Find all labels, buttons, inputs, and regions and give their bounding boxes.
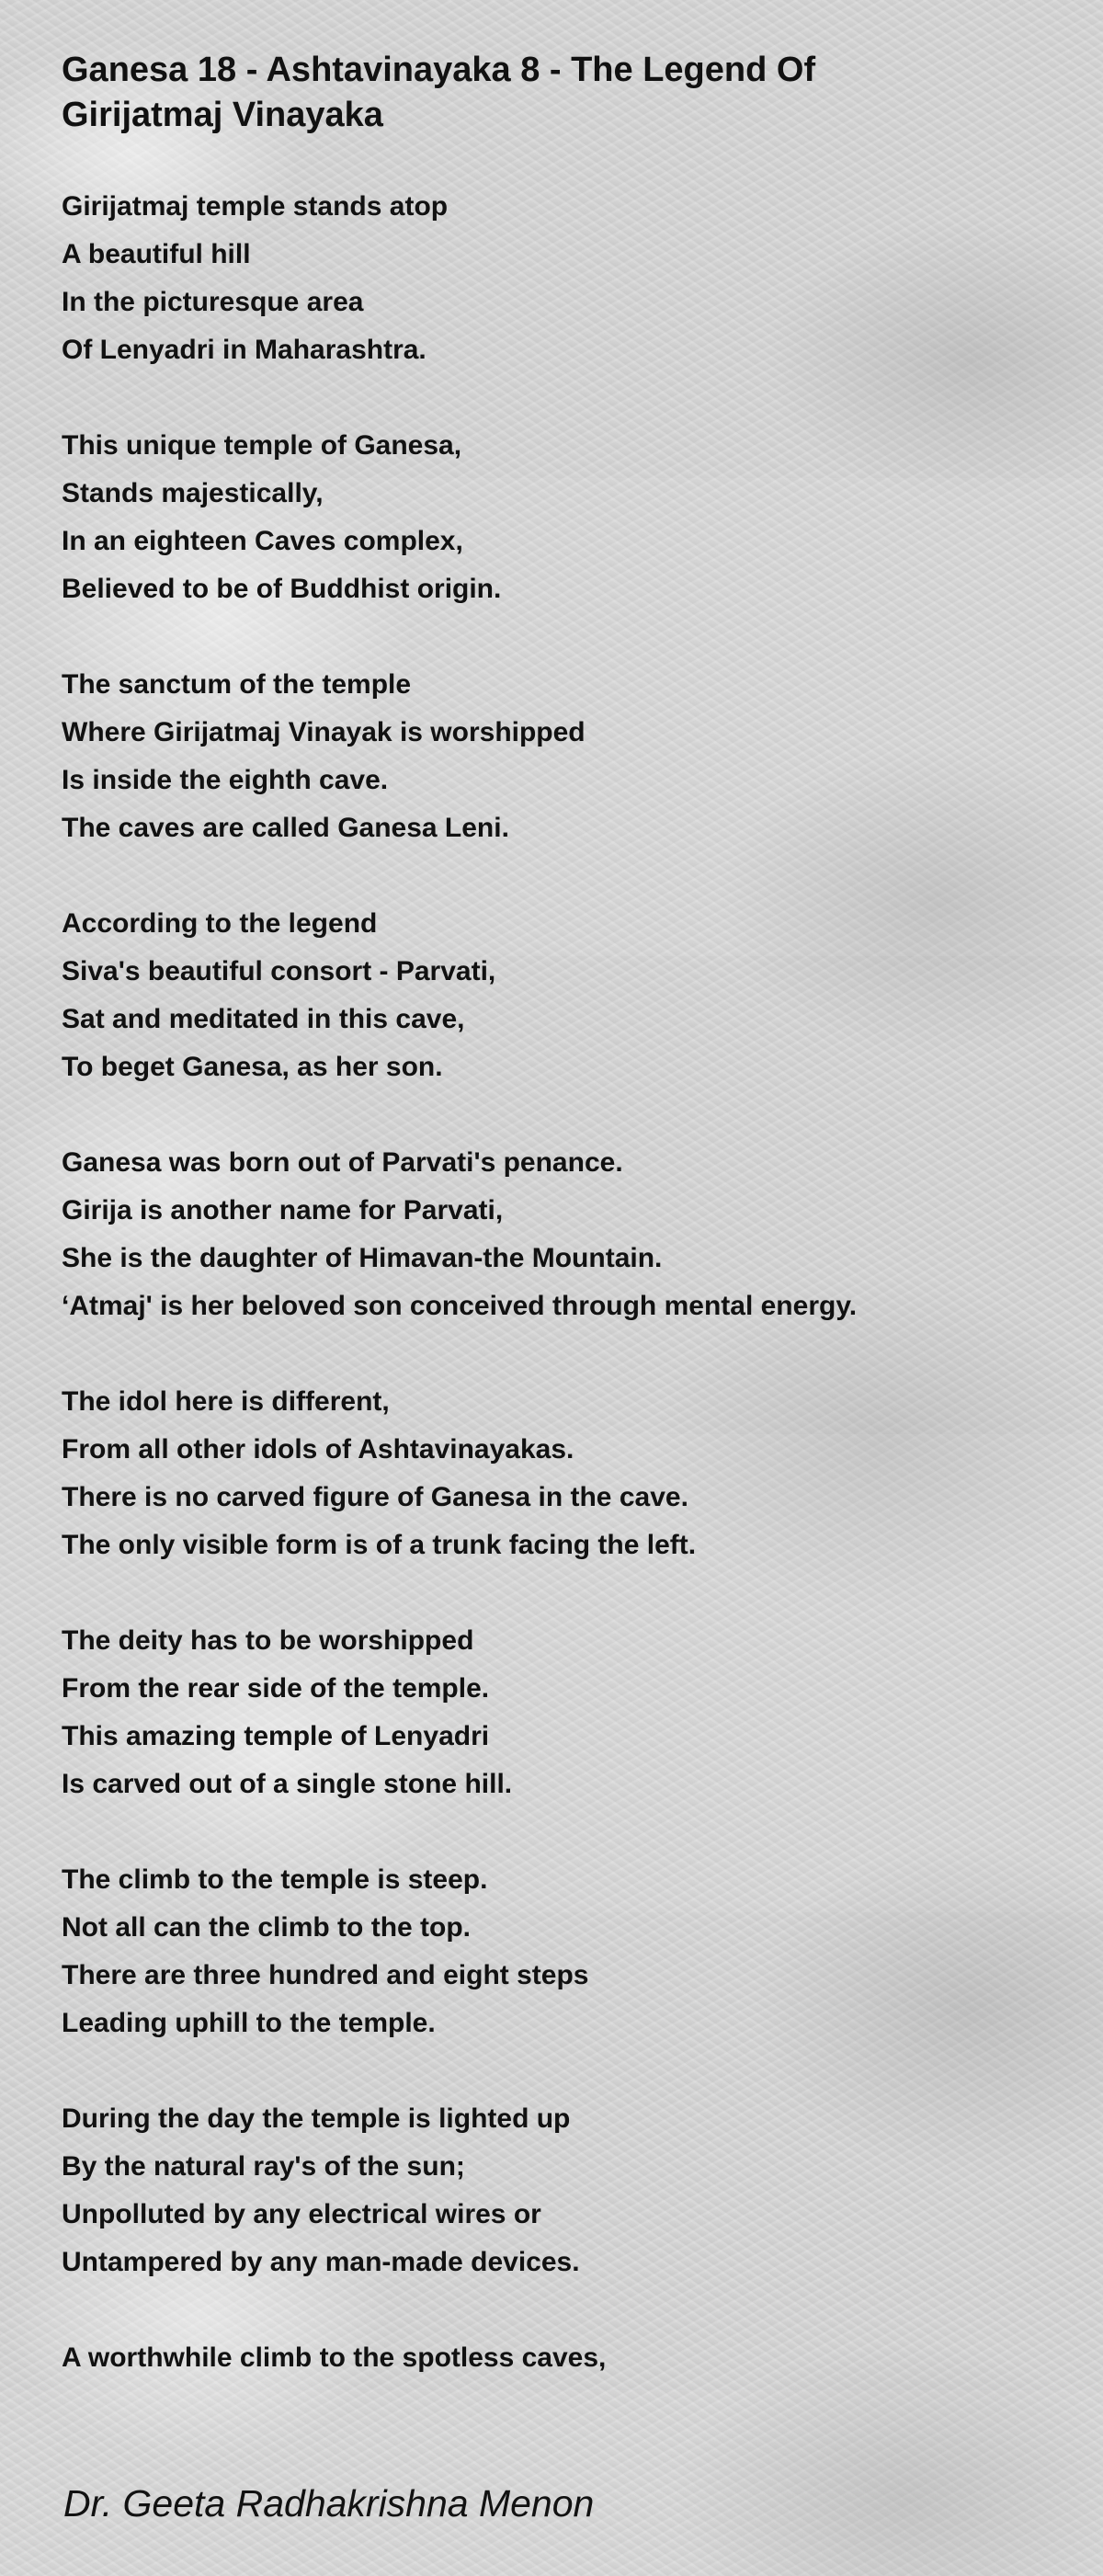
poem-line: The deity has to be worshipped	[62, 1624, 474, 1656]
poem-line: The only visible form is of a trunk facing the left.	[62, 1529, 697, 1560]
poem-line: In the picturesque area	[62, 286, 364, 317]
stanza	[62, 183, 1054, 374]
poem-line: The idol here is different,	[62, 1385, 390, 1417]
poem-line: This amazing temple of Lenyadri	[62, 1720, 490, 1751]
poem-line: The caves are called Ganesa Leni.	[62, 812, 509, 843]
poem-line: From the rear side of the temple.	[62, 1672, 490, 1704]
poem-line: Untampered by any man-made devices.	[62, 2246, 580, 2277]
poem-author: Dr. Geeta Radhakrishna Menon	[63, 2482, 595, 2525]
poem-line: Is inside the eighth cave.	[62, 764, 389, 795]
poem-line: Not all can the climb to the top.	[62, 1911, 472, 1943]
poem-container	[62, 48, 1054, 2430]
poem-line: A worthwhile climb to the spotless caves,	[62, 2342, 607, 2373]
poem-line: Leading uphill to the temple.	[62, 2007, 436, 2038]
poem-line: During the day the temple is lighted up	[62, 2103, 571, 2134]
poem-line: Ganesa was born out of Parvati's penance.	[62, 1146, 623, 1178]
poem-line: From all other idols of Ashtavinayakas.	[62, 1433, 574, 1465]
poem-line: Stands majestically,	[62, 477, 324, 508]
poem-line: Girijatmaj temple stands atop	[62, 190, 449, 222]
poem-line: This unique temple of Ganesa,	[62, 429, 462, 461]
poem-line: Of Lenyadri in Maharashtra.	[62, 334, 426, 365]
poem-line: By the natural ray's of the sun;	[62, 2150, 465, 2182]
poem-line: To beget Ganesa, as her son.	[62, 1051, 443, 1082]
poem-line: There is no carved figure of Ganesa in the cave.	[62, 1481, 688, 1512]
poem-line: According to the legend	[62, 907, 378, 939]
poem-line: In an eighteen Caves complex,	[62, 525, 463, 556]
poem-title: Ganesa 18 - Ashtavinayaka 8 - The Legend Of Girijatmaj Vinayaka	[62, 51, 816, 135]
poem-line: The climb to the temple is steep.	[62, 1864, 488, 1895]
poem-line: Believed to be of Buddhist origin.	[62, 573, 502, 604]
poem-line: Siva's beautiful consort - Parvati,	[62, 955, 496, 986]
poem-line: There are three hundred and eight steps	[62, 1959, 589, 1990]
stanza	[62, 2334, 1054, 2382]
stanza	[62, 1139, 1054, 1330]
poem-body	[62, 183, 1054, 2382]
stanza	[62, 1617, 1054, 1808]
stanza	[62, 2095, 1054, 2286]
stanza	[62, 661, 1054, 852]
poem-line: The sanctum of the temple	[62, 668, 412, 700]
poem-line: Is carved out of a single stone hill.	[62, 1768, 513, 1799]
poem-line: She is the daughter of Himavan-the Mountain.	[62, 1242, 663, 1273]
stanza	[62, 1856, 1054, 2047]
poem-line: Sat and meditated in this cave,	[62, 1003, 465, 1034]
stanza	[62, 900, 1054, 1091]
poem-line: Where Girijatmaj Vinayak is worshipped	[62, 716, 586, 747]
poem-line: ‘Atmaj' is her beloved son conceived through mental energy.	[62, 1290, 858, 1321]
poem-line: Girija is another name for Parvati,	[62, 1194, 504, 1225]
stanza	[62, 1378, 1054, 1569]
poem-line: A beautiful hill	[62, 238, 251, 269]
stanza	[62, 422, 1054, 613]
poem-line: Unpolluted by any electrical wires or	[62, 2198, 541, 2229]
